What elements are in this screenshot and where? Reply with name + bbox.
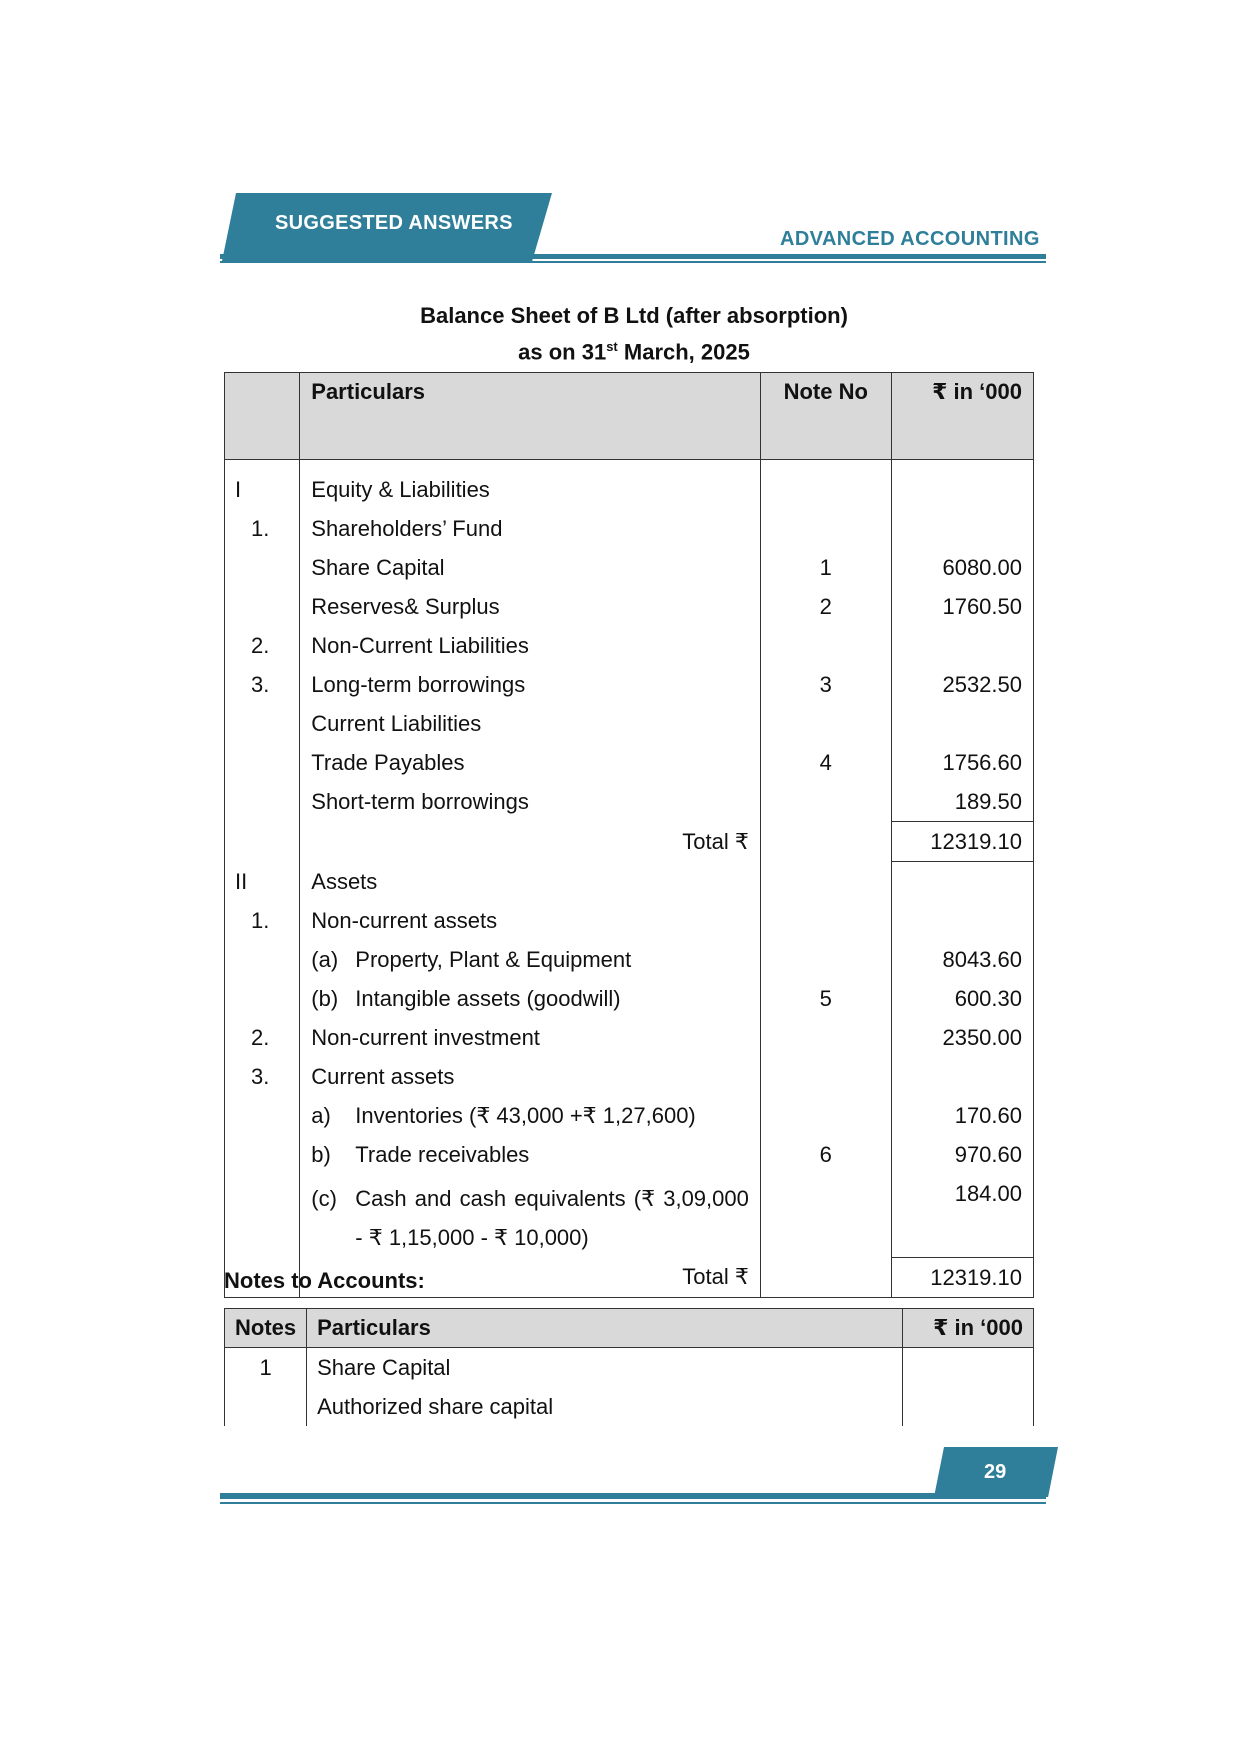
- total-row: Total ₹ 12319.10: [225, 822, 1034, 862]
- title-line2: as on 31st March, 2025: [518, 339, 750, 365]
- header-particulars: Particulars: [300, 373, 761, 460]
- balance-sheet-table: [224, 372, 1034, 1298]
- table-row: Short-term borrowings 189.50: [225, 782, 1034, 822]
- table-row: (b) Intangible assets (goodwill) 5 600.30: [225, 979, 1034, 1018]
- footer-rule-thin: [220, 1502, 1046, 1504]
- table-row: 2. Non-Current Liabilities: [225, 626, 1034, 665]
- table-row: 1. Non-current assets: [225, 901, 1034, 940]
- table-row: II Assets: [225, 862, 1034, 902]
- notes-header-row: [225, 1309, 1034, 1348]
- table-row: Trade Payables 4 1756.60: [225, 743, 1034, 782]
- notes-header-notes: Notes: [225, 1309, 307, 1348]
- table-row: 2. Non-current investment 2350.00: [225, 1018, 1034, 1057]
- table-row: a) Inventories (₹ 43,000 +₹ 1,27,600) 170.60: [225, 1096, 1034, 1135]
- table-row: 3. Current assets: [225, 1057, 1034, 1096]
- table-header-row: [225, 373, 1034, 460]
- table-row: 1 Share Capital: [225, 1348, 1034, 1388]
- notes-header-amount: ₹ in ‘000: [903, 1309, 1034, 1348]
- table-row: (a) Property, Plant & Equipment 8043.60: [225, 940, 1034, 979]
- title-line1: Balance Sheet of B Ltd (after absorption): [420, 303, 848, 328]
- table-row: Reserves& Surplus 2 1760.50: [225, 587, 1034, 626]
- header-right-label: ADVANCED ACCOUNTING: [780, 228, 1040, 250]
- page-title: [224, 300, 1044, 367]
- header-left-label: SUGGESTED ANSWERS: [275, 212, 513, 234]
- table-row: I Equity & Liabilities: [225, 460, 1034, 510]
- table-row: 1. Shareholders’ Fund: [225, 509, 1034, 548]
- header-note-no: Note No: [760, 373, 891, 460]
- total-row: Total ₹ 12319.10: [225, 1257, 1034, 1297]
- page-number: 29: [984, 1461, 1007, 1483]
- notes-table: [224, 1308, 1034, 1426]
- notes-header-particulars: Particulars: [307, 1309, 903, 1348]
- footer-rule: [220, 1493, 1046, 1499]
- notes-heading: Notes to Accounts:: [224, 1268, 425, 1293]
- header-rule: [220, 254, 1046, 259]
- table-row: Current Liabilities: [225, 704, 1034, 743]
- header-num-cell: [225, 373, 300, 460]
- table-row: Share Capital 1 6080.00: [225, 548, 1034, 587]
- header-amount: ₹ in ‘000: [891, 373, 1033, 460]
- table-row: 3. Long-term borrowings 3 2532.50: [225, 665, 1034, 704]
- table-row: (c) Cash and cash equivalents (₹ 3,09,000 - ₹ 1,15,000 - ₹ 10,000) 184.00: [225, 1174, 1034, 1257]
- table-row: Authorized share capital: [225, 1387, 1034, 1426]
- header-rule-thin: [220, 261, 1046, 263]
- table-row: b) Trade receivables 6 970.60: [225, 1135, 1034, 1174]
